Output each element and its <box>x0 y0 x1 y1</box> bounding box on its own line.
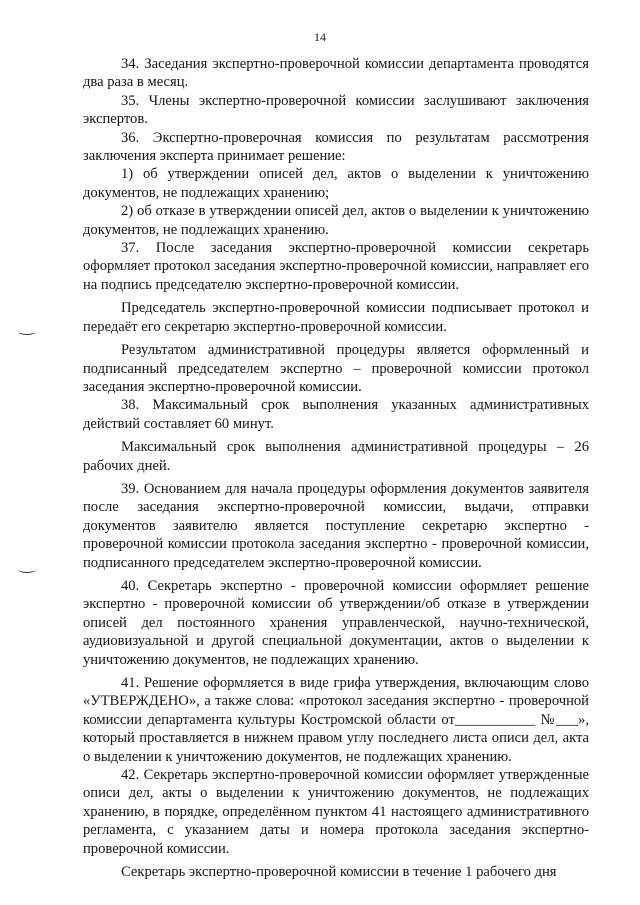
paragraph-42: 42. Секретарь экспертно-проверочной комиссии оформляет утвержденные описи дел, акты о выделении к уничтожению документов, не подлежащих хранению, в порядке, определённом пунктом 41 настоящего административного регламента, с указанием даты и номера протокола заседания экспертно-проверочной комиссии. <box>83 767 589 857</box>
paragraph-36-item-2: 2) об отказе в утверждении описей дел, актов о выделении к уничтожению документов, не подлежащих хранению. <box>83 203 589 238</box>
document-body <box>83 55 589 881</box>
paragraph-37: 37. После заседания экспертно-проверочной комиссии секретарь оформляет протокол заседания экспертно-проверочной комиссии, направляет его на подпись председателю экспертно-проверочной комиссии. <box>83 240 589 293</box>
paragraph-36: 36. Экспертно-проверочная комиссия по результатам рассмотрения заключения эксперта принимает решение: <box>83 129 589 165</box>
paragraph-41: 41. Решение оформляется в виде грифа утверждения, включающим слово «УТВЕРЖДЕНО», а также слова: «протокол заседания экспертно - проверочной комиссии департамента культуры Костромской области от___________ №___», который проставляется в нижнем правом углу последнего листа описи дел, акта о выделении к уничтожению документов, не подлежащих хранению. <box>83 675 589 765</box>
paragraph-37-result: Результатом административной процедуры является оформленный и подписанный председателем экспертно – проверочной комиссии протокол заседания экспертно-проверочной комиссии. <box>83 342 589 395</box>
paragraph-36-item-1: 1) об утверждении описей дел, актов о выделении к уничтожению документов, не подлежащих хранению; <box>83 166 589 201</box>
paragraph-38: 38. Максимальный срок выполнения указанных административных действий составляет 60 минут. <box>83 397 589 432</box>
paragraph-37-chair: Председатель экспертно-проверочной комиссии подписывает протокол и передаёт его секретарю экспертно-проверочной комиссии. <box>83 300 589 335</box>
paragraph-34: 34. Заседания экспертно-проверочной комиссии департамента проводятся два раза в месяц. <box>83 56 589 91</box>
page-number: 14 <box>314 30 326 44</box>
scan-binding-mark <box>18 566 36 573</box>
paragraph-40: 40. Секретарь экспертно - проверочной комиссии оформляет решение экспертно - проверочной комиссии об утверждении/об отказе в утверждении описей дел постоянного хранения управленческой, научно-технической, аудиовизуальной и другой специальной документации, актов о выделении к уничтожению документов, не подлежащих хранению. <box>83 577 589 668</box>
paragraph-38-max-term: Максимальный срок выполнения административной процедуры – 26 рабочих дней. <box>83 439 589 474</box>
paragraph-39: 39. Основанием для начала процедуры оформления документов заявителя после заседания экспертно-проверочной комиссии, выдачи, отправки документов заявителю является поступление секретарю экспертно - проверочной комиссии протокола заседания экспертно - проверочной комиссии, подписанного председателем экспертно-проверочной комиссии. <box>83 480 589 571</box>
scan-binding-mark <box>18 328 36 335</box>
paragraph-35: 35. Члены экспертно-проверочной комиссии заслушивают заключения экспертов. <box>83 92 589 128</box>
paragraph-42-secretary: Секретарь экспертно-проверочной комиссии в течение 1 рабочего дня <box>121 864 557 881</box>
